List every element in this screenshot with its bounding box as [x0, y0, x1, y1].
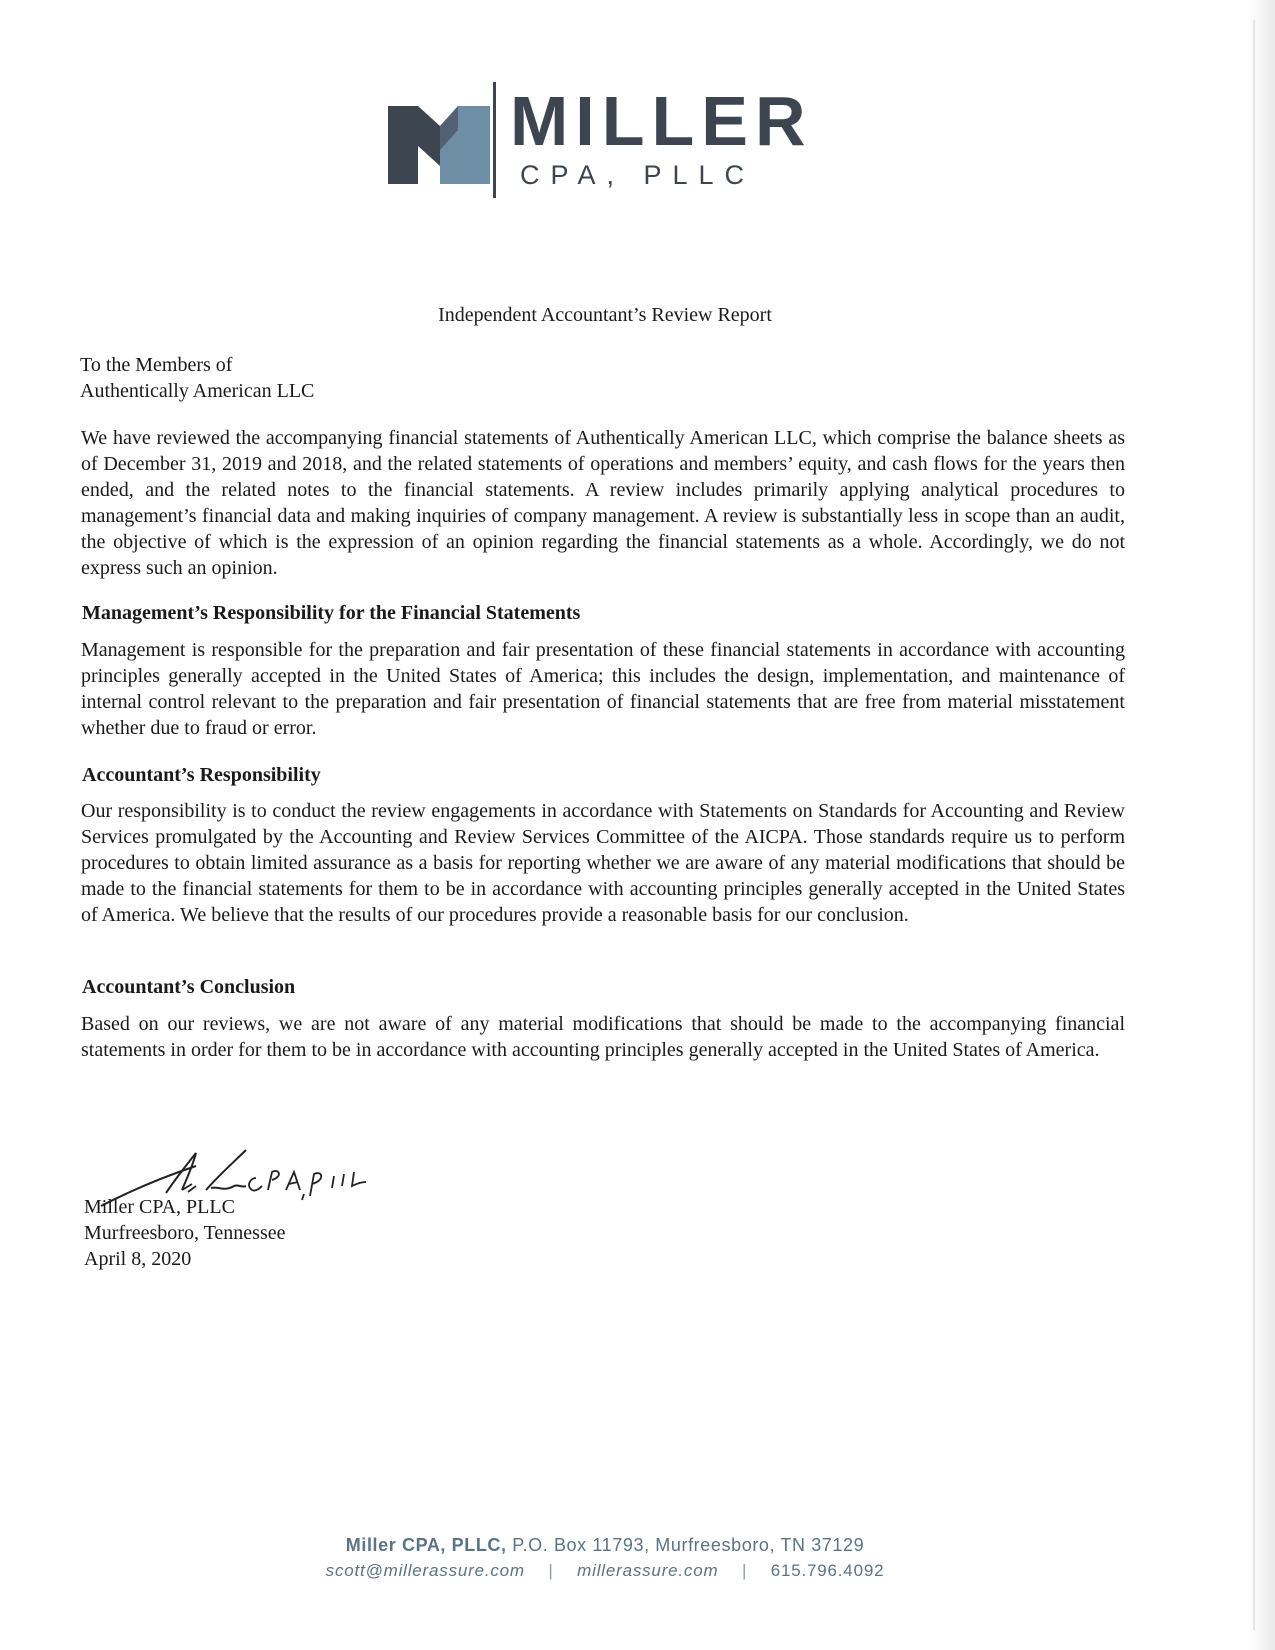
- footer-email-link[interactable]: scott@millerassure.com: [325, 1561, 525, 1580]
- accountant-conclusion-paragraph: Based on our reviews, we are not aware of any material modifications that should be made to the accompanying financial statements in order for them to be in accordance with accounting principles generally accepted in the United States of America.: [81, 1013, 1125, 1061]
- scan-edge-line: [1253, 20, 1255, 1630]
- footer-address: P.O. Box 11793, Murfreesboro, TN 37129: [512, 1535, 865, 1555]
- addressee-block: [80, 352, 314, 404]
- footer-address-line: [0, 1533, 1210, 1557]
- logo-m-mark-icon: [388, 96, 492, 184]
- management-responsibility-heading: Management’s Responsibility for the Financial Statements: [82, 602, 581, 624]
- signature-firm: Miller CPA, PLLC: [84, 1196, 235, 1218]
- addressee-line-1: To the Members of: [80, 354, 233, 376]
- footer-firm-name: Miller CPA, PLLC,: [345, 1535, 507, 1555]
- logo-subtitle: CPA, PLLC: [520, 160, 756, 190]
- accountant-conclusion-heading: Accountant’s Conclusion: [82, 976, 296, 998]
- logo-divider: [493, 82, 496, 198]
- signature-block: [84, 1194, 286, 1272]
- company-logo: [388, 82, 848, 202]
- intro-paragraph: We have reviewed the accompanying financial statements of Authentically American LLC, which comprise the balance sheets as of December 31, 2019 and 2018, and the related statements of operations and members’ equity, and cash flows for the years then ended, and the related notes to the financial statements. A review includes primarily applying analytical procedures to management’s financial data and making inquiries of company management. A review is substantially less in scope than an audit, the objective of which is the expression of an opinion regarding the financial statements as a whole. Accordingly, we do not express such an opinion.: [81, 427, 1125, 579]
- letterhead-footer: [0, 1533, 1210, 1583]
- report-title: Independent Accountant’s Review Report: [438, 304, 772, 326]
- footer-separator: |: [741, 1561, 748, 1580]
- footer-website-link[interactable]: millerassure.com: [577, 1561, 719, 1580]
- logo-wordmark: MILLER: [510, 82, 813, 160]
- accountant-responsibility-heading: Accountant’s Responsibility: [82, 764, 321, 786]
- signature-date: April 8, 2020: [84, 1248, 192, 1270]
- footer-contact-line: [0, 1559, 1210, 1583]
- addressee-line-2: Authentically American LLC: [80, 380, 315, 402]
- management-responsibility-paragraph: Management is responsible for the preparation and fair presentation of these financial statements in accordance with accounting principles generally accepted in the United States of America; this includes the design, implementation, and maintenance of internal control relevant to the preparation and fair presentation of financial statements that are free from material misstatement whether due to fraud or error.: [81, 639, 1125, 739]
- accountant-responsibility-paragraph: Our responsibility is to conduct the review engagements in accordance with Statements on Standards for Accounting and Review Services promulgated by the Accounting and Review Services Committee of the AICPA. Those standards require us to perform procedures to obtain limited assurance as a basis for reporting whether we are aware of any material modifications that should be made to the financial statements for them to be in accordance with accounting principles generally accepted in the United States of America. We believe that the results of our procedures provide a reasonable basis for our conclusion.: [81, 800, 1125, 926]
- signature-location: Murfreesboro, Tennessee: [84, 1222, 286, 1244]
- footer-separator: |: [548, 1561, 554, 1580]
- footer-phone: 615.796.4092: [770, 1561, 885, 1580]
